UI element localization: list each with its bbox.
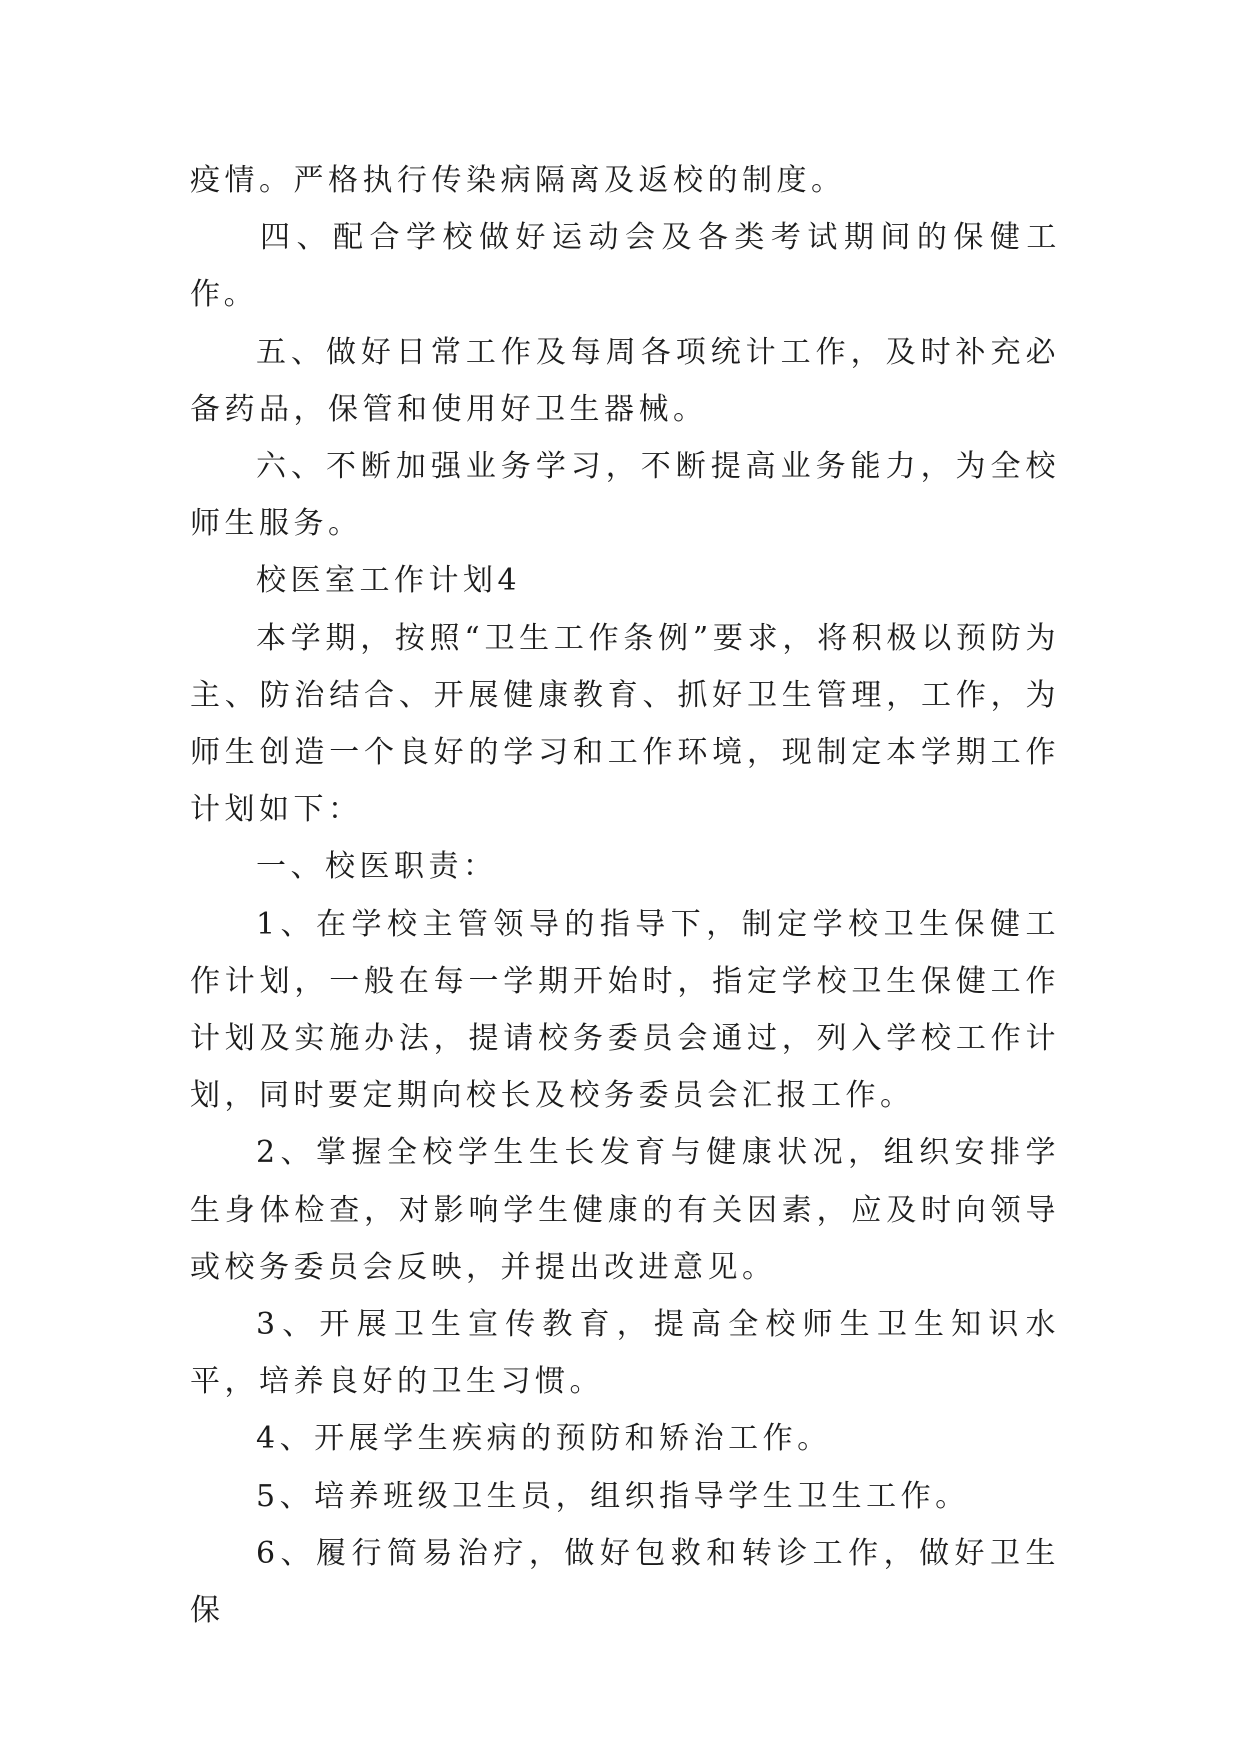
section-heading: 校医室工作计划4: [256, 563, 522, 599]
paragraph-item-6: 六、不断加强业务学习，不断提高业务能力，为全校师生服务。: [190, 449, 1060, 542]
duty-item-4: 4、开展学生疾病的预防和矫治工作。: [256, 1421, 832, 1457]
paragraph-continuation: 疫情。严格执行传染病隔离及返校的制度。: [190, 163, 846, 198]
duty-item-1: 1、在学校主管领导的指导下，制定学校卫生保健工作计划，一般在每一学期开始时，指定学校卫生保健工作计划及实施办法，提请校务委员会通过，列入学校工作计划，同时要定期向校长及校务委员会汇报工作。: [190, 906, 1060, 1114]
subsection-heading: 一、校医职责：: [256, 849, 498, 885]
duty-item-5: 5、培养班级卫生员，组织指导学生卫生工作。: [256, 1478, 970, 1514]
duty-item-6: 6、履行简易治疗，做好包救和转诊工作，做好卫生保: [190, 1535, 1060, 1629]
duty-item-3: 3、开展卫生宣传教育，提高全校师生卫生知识水平，培养良好的卫生习惯。: [190, 1307, 1060, 1400]
duty-item-2: 2、掌握全校学生生长发育与健康状况，组织安排学生身体检查，对影响学生健康的有关因素，应及时向领导或校务委员会反映，并提出改进意见。: [190, 1135, 1060, 1285]
paragraph-item-5: 五、做好日常工作及每周各项统计工作，及时补充必备药品，保管和使用好卫生器械。: [190, 334, 1060, 427]
document-body: [190, 152, 1060, 1639]
paragraph-item-4: 四、配合学校做好运动会及各类考试期间的保健工作。: [190, 220, 1060, 313]
paragraph-intro: 本学期，按照“卫生工作条例”要求，将积极以预防为主、防治结合、开展健康教育、抓好卫生管理，工作，为师生创造一个良好的学习和工作环境，现制定本学期工作计划如下：: [190, 620, 1060, 828]
